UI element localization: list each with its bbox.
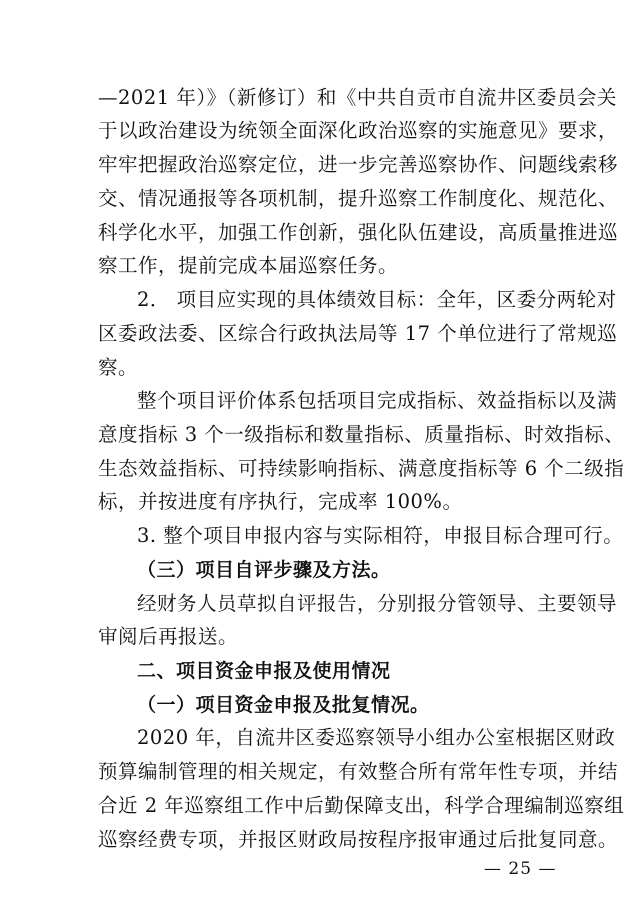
body-line: 区委政法委、区综合行政执法局等 17 个单位进行了常规巡 <box>98 322 618 345</box>
subsection-heading-approval: （一）项目资金申报及批复情况。 <box>137 694 430 716</box>
body-line: 交、情况通报等各项机制，提升巡察工作制度化、规范化、 <box>98 187 619 210</box>
body-line: 牢牢把握政治巡察定位，进一步完善巡察协作、问题线索移 <box>98 153 619 176</box>
body-line: 经财务人员草拟自评报告，分别报分管领导、主要领导 <box>137 592 618 615</box>
body-line: 巡察经费专项，并报区财政局按程序报审通过后批复同意。 <box>98 828 619 851</box>
body-line: 生态效益指标、可持续影响指标、满意度指标等 6 个二级指 <box>98 457 625 480</box>
body-line: 科学化水平，加强工作创新，强化队伍建设，高质量推进巡 <box>98 221 619 244</box>
body-line: 合近 2 年巡察组工作中后勤保障支出，科学合理编制巡察组 <box>98 794 625 817</box>
body-line: 2． 项目应实现的具体绩效目标：全年，区委分两轮对 <box>137 288 617 311</box>
body-line: 审阅后再报送。 <box>98 625 239 648</box>
body-line: 预算编制管理的相关规定，有效整合所有常年性专项，并结 <box>98 760 619 783</box>
body-line: 3. 整个项目申报内容与实际相符，申报目标合理可行。 <box>137 524 624 547</box>
section-heading: 二、项目资金申报及使用情况 <box>137 660 391 682</box>
body-line: 标，并按进度有序执行，完成率 100%。 <box>98 490 463 513</box>
body-line: 意度指标 3 个一级指标和数量指标、质量指标、时效指标、 <box>98 423 625 446</box>
body-line: 察工作，提前完成本届巡察任务。 <box>98 254 399 277</box>
body-line: 2020 年，自流井区委巡察领导小组办公室根据区财政 <box>137 726 616 749</box>
body-line: 整个项目评价体系包括项目完成指标、效益指标以及满 <box>137 389 618 412</box>
body-line: 于以政治建设为统领全面深化政治巡察的实施意见》要求， <box>98 119 619 142</box>
body-line: —2021 年）》（新修订）和《中共自贡市自流井区委员会关 <box>98 86 617 109</box>
subsection-heading-self-eval: （三）项目自评步骤及方法。 <box>137 559 391 581</box>
page-number: — 25 — <box>484 859 557 879</box>
body-line: 察。 <box>98 356 139 379</box>
